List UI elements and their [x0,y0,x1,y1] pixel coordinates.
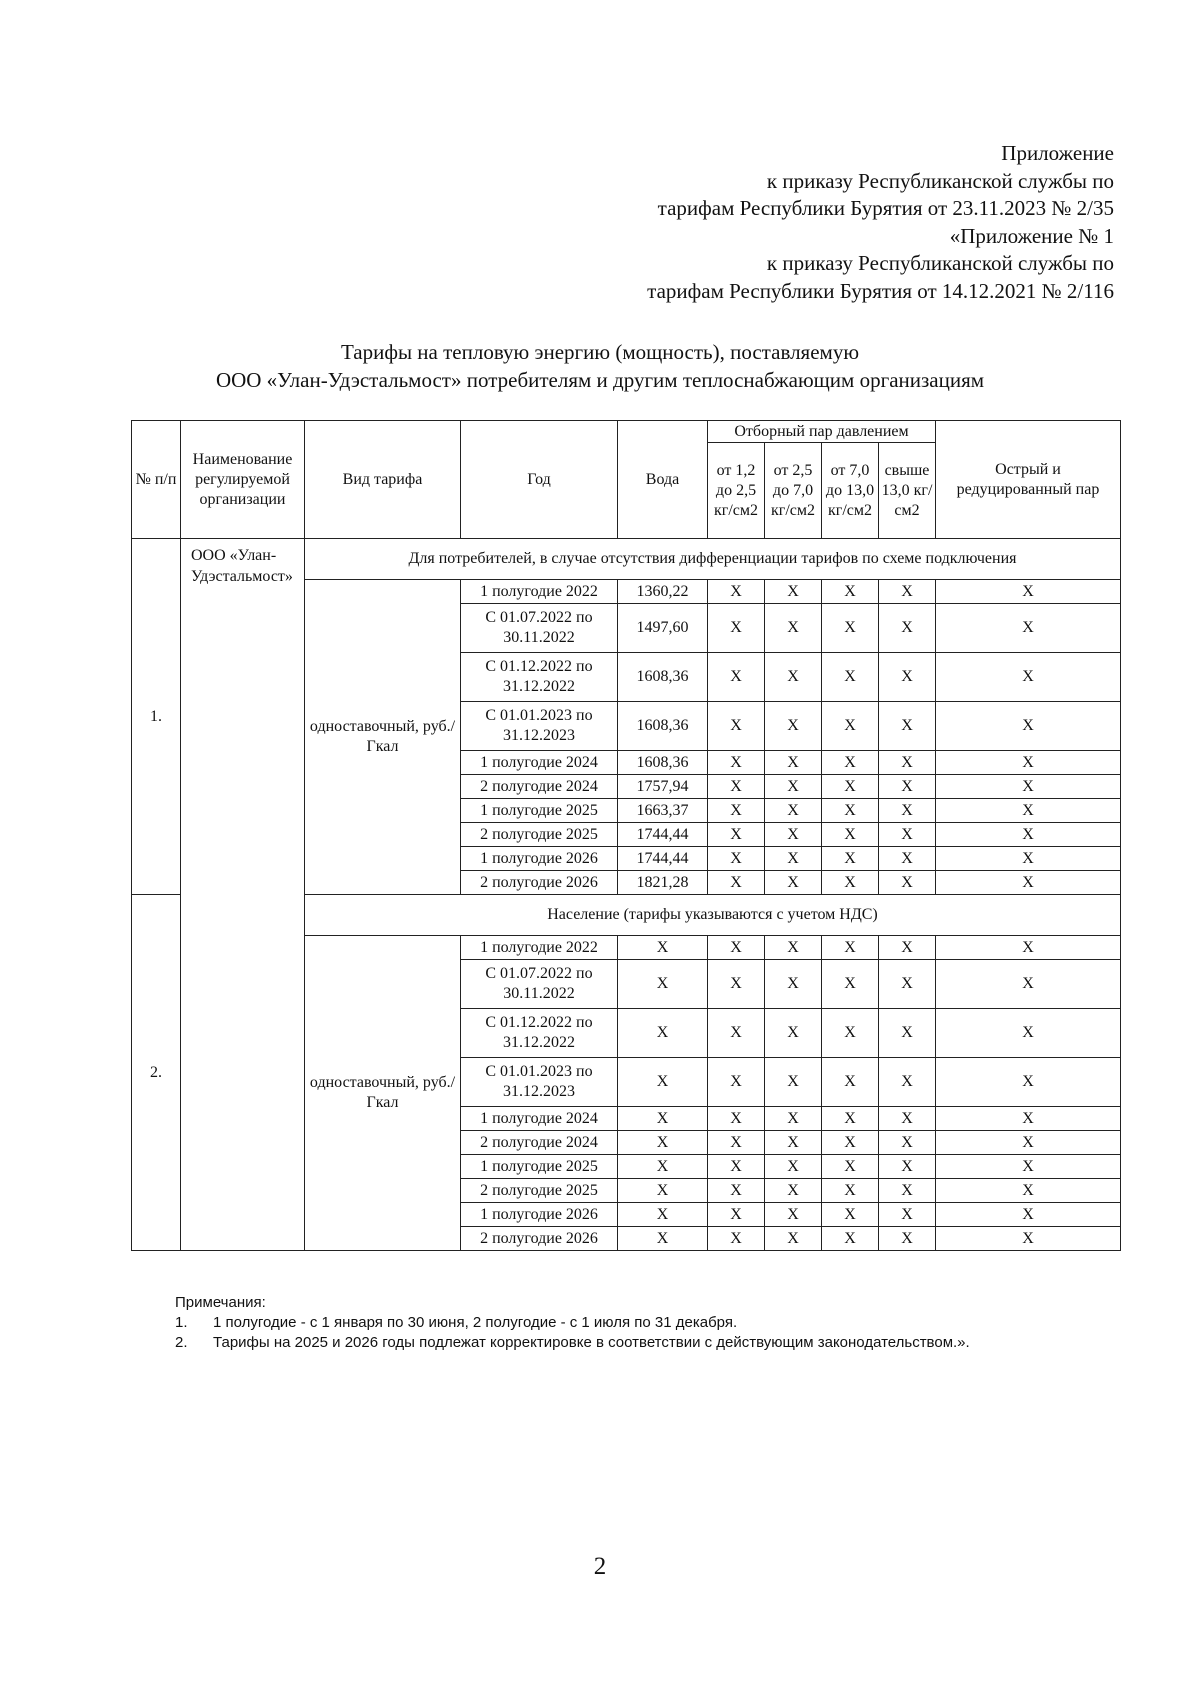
cell-water: 1360,22 [618,580,708,604]
cell-p4: X [879,775,936,799]
cell-p4: X [879,1107,936,1131]
cell-p4: X [879,580,936,604]
cell-p2: X [765,1009,822,1058]
cell-p3: X [822,1155,879,1179]
cell-sharp: X [936,751,1121,775]
cell-p1: X [708,847,765,871]
cell-p1: X [708,960,765,1009]
cell-year: С 01.12.2022 по 31.12.2022 [461,1009,618,1058]
cell-sharp: X [936,653,1121,702]
notes-heading: Примечания: [175,1294,266,1311]
cell-p1: X [708,823,765,847]
cell-sharp: X [936,1155,1121,1179]
cell-water: 1744,44 [618,847,708,871]
cell-p3: X [822,1227,879,1251]
header-line: тарифам Республики Бурятия от 23.11.2023 № 2/35 [657,196,1114,220]
cell-p1: X [708,775,765,799]
header-sharp-steam: Острый и редуцированный пар [936,421,1121,539]
tariff-type: одноставочный, руб./Гкал [305,936,461,1251]
cell-p3: X [822,1203,879,1227]
cell-p1: X [708,1131,765,1155]
note-item [175,1333,970,1353]
header-tariff-type: Вид тарифа [305,421,461,539]
cell-p4: X [879,751,936,775]
cell-p4: X [879,702,936,751]
cell-p4: X [879,1179,936,1203]
cell-p4: X [879,604,936,653]
cell-p4: X [879,653,936,702]
cell-water: X [618,960,708,1009]
title-line-2: ООО «Улан-Удэстальмост» потребителям и другим теплоснабжающим организациям [215,367,985,392]
cell-p1: X [708,653,765,702]
cell-p2: X [765,823,822,847]
cell-year: 1 полугодие 2024 [461,1107,618,1131]
section-heading: Для потребителей, в случае отсутствия дифференциации тарифов по схеме подключения [305,539,1121,580]
cell-year: 2 полугодие 2024 [461,775,618,799]
cell-p2: X [765,936,822,960]
cell-p4: X [879,1203,936,1227]
cell-water: X [618,1227,708,1251]
header-num: № п/п [132,421,181,539]
cell-water: X [618,936,708,960]
header-steam-group: Отборный пар давлением [708,421,936,443]
cell-year: 2 полугодие 2025 [461,1179,618,1203]
cell-water: 1608,36 [618,751,708,775]
cell-water: X [618,1179,708,1203]
cell-water: 1608,36 [618,702,708,751]
cell-p1: X [708,1009,765,1058]
tariff-type: одноставочный, руб./Гкал [305,580,461,895]
cell-p2: X [765,1058,822,1107]
note-number: 1. [175,1314,188,1331]
header-pressure-3: от 7,0 до 13,0 кг/см2 [822,443,879,539]
cell-p2: X [765,1107,822,1131]
cell-year: 1 полугодие 2024 [461,751,618,775]
cell-sharp: X [936,1058,1121,1107]
cell-p2: X [765,871,822,895]
page-number: 2 [593,1553,607,1580]
cell-p2: X [765,1131,822,1155]
cell-p2: X [765,1227,822,1251]
header-org: Наименование регулируемой организации [181,421,305,539]
cell-sharp: X [936,1203,1121,1227]
section-number: 1. [132,539,181,895]
cell-sharp: X [936,1227,1121,1251]
cell-sharp: X [936,580,1121,604]
header-water: Вода [618,421,708,539]
header-line: Приложение [1001,141,1114,165]
cell-p3: X [822,1009,879,1058]
cell-water: X [618,1058,708,1107]
cell-p3: X [822,775,879,799]
cell-p3: X [822,580,879,604]
cell-year: 1 полугодие 2025 [461,1155,618,1179]
cell-p1: X [708,702,765,751]
cell-sharp: X [936,847,1121,871]
cell-year: 1 полугодие 2025 [461,799,618,823]
cell-sharp: X [936,871,1121,895]
note-text: Тарифы на 2025 и 2026 годы подлежат корректировке в соответствии с действующим законодательством.». [213,1334,970,1351]
cell-p2: X [765,580,822,604]
cell-water: X [618,1107,708,1131]
cell-p1: X [708,1058,765,1107]
cell-p4: X [879,936,936,960]
cell-sharp: X [936,1179,1121,1203]
cell-sharp: X [936,775,1121,799]
cell-water: X [618,1155,708,1179]
cell-sharp: X [936,1131,1121,1155]
cell-water: 1497,60 [618,604,708,653]
cell-p2: X [765,702,822,751]
cell-p2: X [765,847,822,871]
cell-water: X [618,1131,708,1155]
section-heading: Население (тарифы указываются с учетом НДС) [305,895,1121,936]
cell-p1: X [708,799,765,823]
header-line: «Приложение № 1 [949,223,1114,248]
cell-p3: X [822,960,879,1009]
cell-year: 1 полугодие 2026 [461,1203,618,1227]
header-pressure-1: от 1,2 до 2,5 кг/см2 [708,443,765,539]
cell-p1: X [708,1227,765,1251]
cell-p4: X [879,1009,936,1058]
cell-year: 2 полугодие 2026 [461,871,618,895]
cell-water: 1744,44 [618,823,708,847]
cell-p2: X [765,653,822,702]
cell-year: 2 полугодие 2025 [461,823,618,847]
header-year: Год [461,421,618,539]
cell-p4: X [879,1058,936,1107]
note-number: 2. [175,1334,188,1351]
cell-water: X [618,1203,708,1227]
cell-p4: X [879,1131,936,1155]
cell-sharp: X [936,1107,1121,1131]
cell-p1: X [708,604,765,653]
section-heading-row [132,539,1121,580]
cell-p3: X [822,702,879,751]
cell-p3: X [822,1107,879,1131]
cell-p3: X [822,1131,879,1155]
cell-year: 1 полугодие 2026 [461,847,618,871]
cell-p4: X [879,871,936,895]
cell-p3: X [822,653,879,702]
header-line: тарифам Республики Бурятия от 14.12.2021 № 2/116 [647,278,1114,303]
cell-sharp: X [936,823,1121,847]
cell-water: 1663,37 [618,799,708,823]
header-pressure-2: от 2,5 до 7,0 кг/см2 [765,443,822,539]
document-title [100,339,1100,394]
note-item [175,1313,970,1333]
cell-p3: X [822,1179,879,1203]
header-line: к приказу Республиканской службы по [766,168,1114,193]
cell-sharp: X [936,604,1121,653]
cell-year: С 01.12.2022 по 31.12.2022 [461,653,618,702]
cell-water: 1757,94 [618,775,708,799]
cell-p4: X [879,1155,936,1179]
notes [175,1293,970,1353]
cell-sharp: X [936,1009,1121,1058]
cell-year: С 01.01.2023 по 31.12.2023 [461,1058,618,1107]
tariff-table [131,420,1121,1251]
cell-water: X [618,1009,708,1058]
cell-year: 1 полугодие 2022 [461,580,618,604]
cell-p1: X [708,1179,765,1203]
cell-p2: X [765,604,822,653]
cell-year: 2 полугодие 2024 [461,1131,618,1155]
cell-p3: X [822,871,879,895]
cell-water: 1608,36 [618,653,708,702]
cell-p1: X [708,751,765,775]
header-line: к приказу Республиканской службы по [766,251,1114,275]
cell-sharp: X [936,799,1121,823]
cell-p3: X [822,847,879,871]
title-line-1: Тарифы на тепловую энергию (мощность), поставляемую [340,340,860,364]
cell-p2: X [765,751,822,775]
cell-p3: X [822,936,879,960]
cell-year: С 01.01.2023 по 31.12.2023 [461,702,618,751]
header-row [132,421,1121,443]
cell-p1: X [708,1203,765,1227]
cell-sharp: X [936,936,1121,960]
header-pressure-4: свыше 13,0 кг/см2 [879,443,936,539]
cell-water: 1821,28 [618,871,708,895]
cell-year: 2 полугодие 2026 [461,1227,618,1251]
cell-sharp: X [936,960,1121,1009]
cell-p1: X [708,1155,765,1179]
appendix-header [494,140,1114,305]
cell-p4: X [879,847,936,871]
cell-p4: X [879,799,936,823]
cell-p1: X [708,871,765,895]
cell-p2: X [765,799,822,823]
cell-p2: X [765,1179,822,1203]
cell-p3: X [822,604,879,653]
cell-sharp: X [936,702,1121,751]
cell-p4: X [879,823,936,847]
organization-name: ООО «Улан-Удэстальмост» [181,539,305,1251]
cell-p1: X [708,936,765,960]
cell-p3: X [822,751,879,775]
cell-p3: X [822,1058,879,1107]
cell-p1: X [708,580,765,604]
section-number: 2. [132,895,181,1251]
cell-p4: X [879,1227,936,1251]
cell-year: С 01.07.2022 по 30.11.2022 [461,604,618,653]
cell-p2: X [765,1155,822,1179]
note-text: 1 полугодие - с 1 января по 30 июня, 2 полугодие - с 1 июля по 31 декабря. [213,1314,738,1331]
cell-p1: X [708,1107,765,1131]
cell-p2: X [765,1203,822,1227]
cell-year: 1 полугодие 2022 [461,936,618,960]
cell-p3: X [822,823,879,847]
cell-p2: X [765,775,822,799]
cell-p2: X [765,960,822,1009]
cell-p4: X [879,960,936,1009]
cell-p3: X [822,799,879,823]
cell-year: С 01.07.2022 по 30.11.2022 [461,960,618,1009]
